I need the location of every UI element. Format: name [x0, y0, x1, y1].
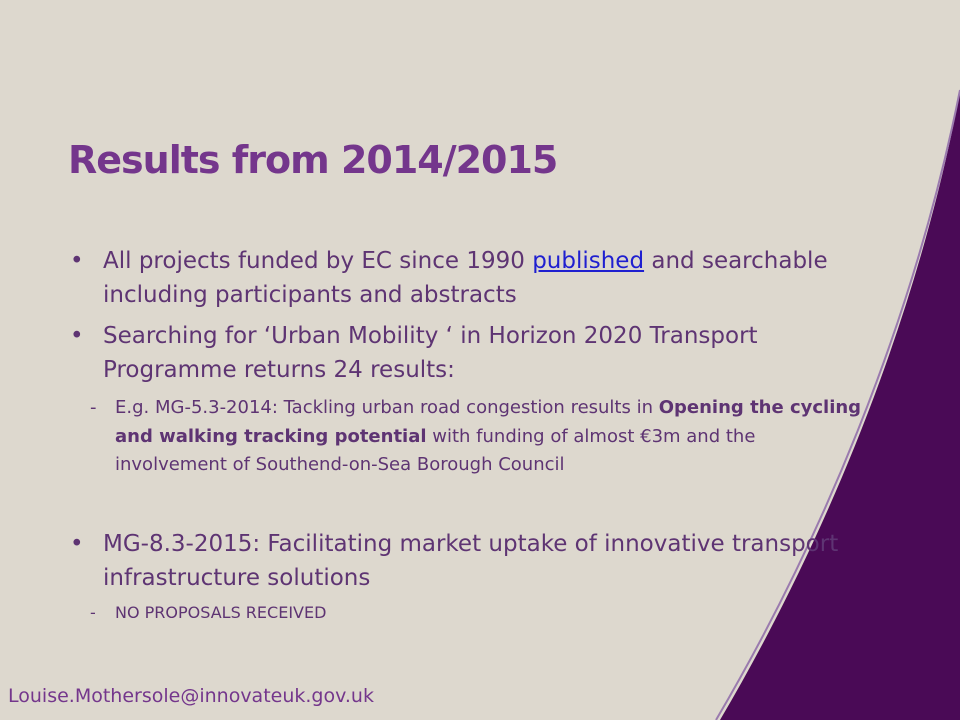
bullet-urban-mobility-search: [68, 319, 868, 387]
bullet-text: Searching for ‘Urban Mobility ‘ in Horizon 2020 Transport Programme returns 24 results:: [103, 323, 758, 383]
sub-item-text: NO PROPOSALS RECEIVED: [115, 602, 327, 622]
dash-marker: -: [90, 397, 97, 418]
sub-item-no-proposals: [68, 602, 868, 624]
bullet-marker: •: [70, 248, 84, 274]
slide-content: [68, 244, 868, 624]
slide-title: Results from 2014/2015: [68, 138, 558, 182]
sub-item-text-start: E.g. MG-5.3-2014: Tackling urban road congestion results in: [115, 397, 659, 418]
sub-item-bold-text: Opening the cycling and walking tracking potential: [115, 397, 862, 447]
sub-item-text-end: with funding of almost €3m and the involvement of Southend-on-Sea Borough Council: [115, 425, 756, 475]
bullet-mg-8-3-2015: [68, 527, 868, 595]
bullet-marker: •: [70, 323, 84, 349]
bullet-text: MG-8.3-2015: Facilitating market uptake of innovative transport infrastructure solutions: [103, 530, 839, 591]
sub-item-mg-5-3-2014: [68, 394, 868, 480]
bullet-marker: •: [70, 530, 84, 557]
published-link[interactable]: published: [532, 248, 645, 274]
bullet-text-end: and searchable including participants and abstracts: [103, 248, 828, 308]
dash-marker: -: [90, 602, 96, 622]
footer-email: Louise.Mothersole@innovateuk.gov.uk: [8, 685, 374, 707]
bullet-text-start: All projects funded by EC since 1990: [103, 248, 533, 274]
bullet-projects-published: [68, 244, 868, 312]
